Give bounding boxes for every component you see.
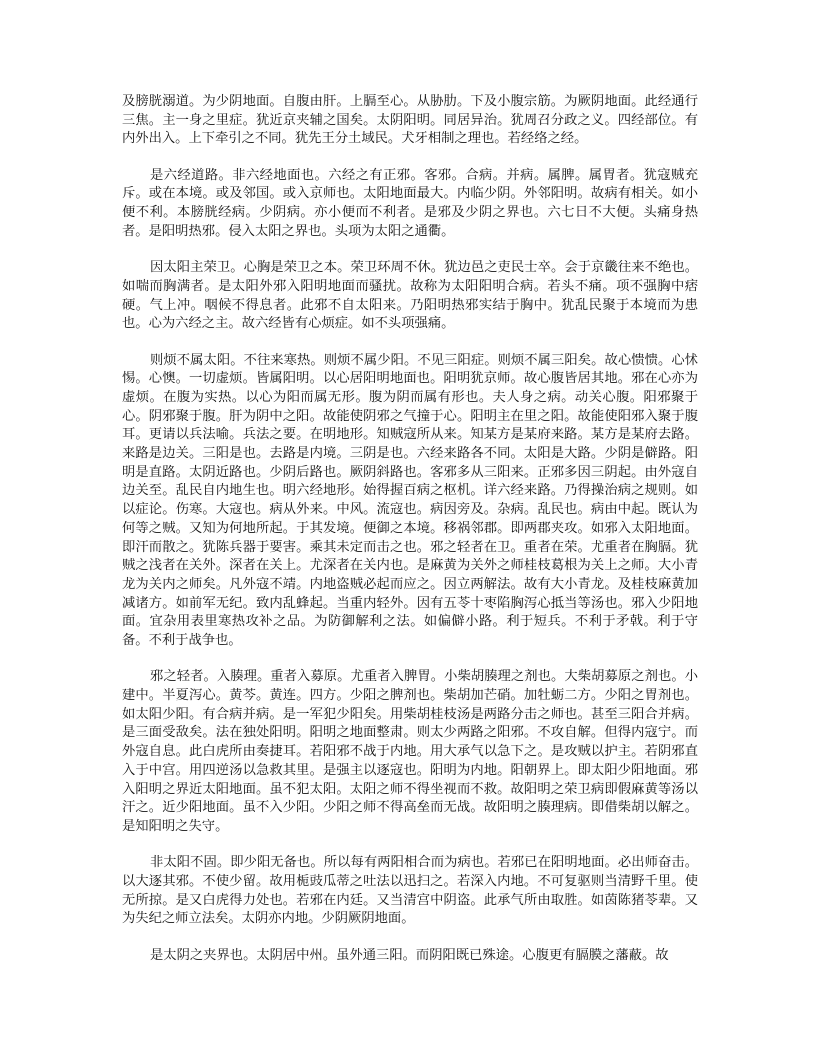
paragraph-6: 非太阳不固。即少阳无备也。所以每有两阳相合而为病也。若邪已在阳明地面。必出师奋击。以大逐其邪。不使少留。故用栀豉瓜蒂之吐法以迅扫之。若深入内地。不可复驱则当清野千里。使无所掠。是又白虎得力处也。若邪在内廷。又当清宫中阴盗。此承气所由取胜。如茵陈猪苓辈。又为失纪之师立法矣。太阴亦内地。少阴厥阴地面。 (122, 855, 698, 927)
paragraph-4: 则烦不属太阳。不往来寒热。则烦不属少阳。不见三阳症。则烦不属三阳矣。故心愦愦。心怵惕。心懊。一切虚烦。皆属阳明。以心居阳明地面也。阳明犹京师。故心腹皆居其地。邪在心亦为虚烦。在腹为实热。以心为阳而属无形。腹为阴而属有形也。夫人身之病。动关心腹。阳邪聚于心。阴邪聚于腹。肝为阴中之阳。故能使阴邪之气撞于心。阳明主在里之阳。故能使阳邪入聚于腹耳。更请以兵法喻。兵法之要。在明地形。知贼寇所从来。知某方是某府来路。某方是某府去路。来路是边关。三阳是也。去路是内境。三阴是也。六经来路各不同。太阳是大路。少阴是僻路。阳明是直路。太阴近路也。少阴后路也。厥阴斜路也。客邪多从三阳来。正邪多因三阴起。由外寇自边关至。乱民自内地生也。明六经地形。始得握百病之枢机。详六经来路。乃得操治病之规则。如以症论。伤寒。大寇也。病从外来。中风。流寇也。病因旁及。杂病。乱民也。病由中起。既认为何等之贼。又知为何地所起。于其发境。便御之本境。移祸邻郡。即两郡夹攻。如邪入太阳地面。即汗而散之。犹陈兵器于要害。乘其未定而击之也。邪之轻者在卫。重者在荣。尤重者在胸膈。犹贼之浅者在关外。深者在关上。尤深者在关内也。是麻黄为关外之师桂枝葛根为关上之师。大小青龙为关内之师矣。凡外寇不靖。内地盗贼必起而应之。因立两解法。故有大小青龙。及桂枝麻黄加减诸方。如前军无纪。致内乱蜂起。当重内轻外。因有五苓十枣陷胸泻心抵当等汤也。邪入少阳地面。宜杂用表里寒热攻补之品。为防御解利之法。如偏僻小路。利于短兵。不利于矛戟。利于守备。不利于战争也。 (122, 352, 698, 649)
paragraph-1: 及膀胱溺道。为少阴地面。自腹由肝。上膈至心。从胁肋。下及小腹宗筋。为厥阴地面。此经通行三焦。主一身之里症。犹近京夹辅之国矣。太阴阳明。同居异治。犹周召分政之义。四经部位。有内外出入。上下牵引之不同。犹先王分土域民。犬牙相制之理也。若经络之经。 (122, 94, 698, 147)
paragraph-3: 因太阳主荣卫。心胸是荣卫之本。荣卫环周不休。犹边邑之吏民士卒。会于京畿往来不绝也。如喘而胸满者。是太阳外邪入阳明地面而骚扰。故称为太阳阳明合病。若头不痛。项不强胸中痞硬。气上冲。咽候不得息者。此邪不自太阳来。乃阳明热邪实结于胸中。犹乱民聚于本境而为患也。心为六经之主。故六经皆有心烦症。如不头项强痛。 (122, 260, 698, 332)
paragraph-7: 是太阴之夹界也。太阴居中州。虽外通三阳。而阴阳既已殊途。心腹更有膈膜之藩蔽。故 (150, 947, 669, 963)
paragraph-2: 是六经道路。非六经地面也。六经之有正邪。客邪。合病。并病。属脾。属胃者。犹寇贼充斥。或在本境。或及邻国。或入京师也。太阳地面最大。内临少阴。外邻阳明。故病有相关。如小便不利。本膀胱经病。少阴病。亦小便而不利者。是邪及少阴之界也。六七日不大便。头痛身热者。是阳明热邪。侵入太阳之界也。头项为太阳之通衢。 (122, 167, 698, 239)
paragraph-5: 邪之轻者。入腠理。重者入募原。尤重者入脾胃。小柴胡腠理之剂也。大柴胡募原之剂也。小建中。半夏泻心。黄芩。黄连。四方。少阳之脾剂也。柴胡加芒硝。加牡蛎二方。少阳之胃剂也。如太阳少阳。有合病并病。是一军犯少阳矣。用柴胡桂枝汤是两路分击之师也。甚至三阳合并病。是三面受敌矣。法在独处阳明。阳明之地面整肃。则太少两路之阳邪。不攻自解。但得内寇宁。而外寇自息。此白虎所由奏捷耳。若阳邪不战于内地。用大承气以急下之。是攻贼以护主。若阴邪直入于中宫。用四逆汤以急救其里。是强主以逐寇也。阳明为内地。阳朝界上。即太阳少阳地面。邪入阳明之界近太阳地面。虽不犯太阳。太阳之师不得坐视而不救。故阳明之荣卫病即假麻黄等汤以汗之。近少阳地面。虽不入少阳。少阳之师不得高垒而无战。故阳明之腠理病。即借柴胡以解之。是知阳明之失守。 (122, 669, 698, 834)
